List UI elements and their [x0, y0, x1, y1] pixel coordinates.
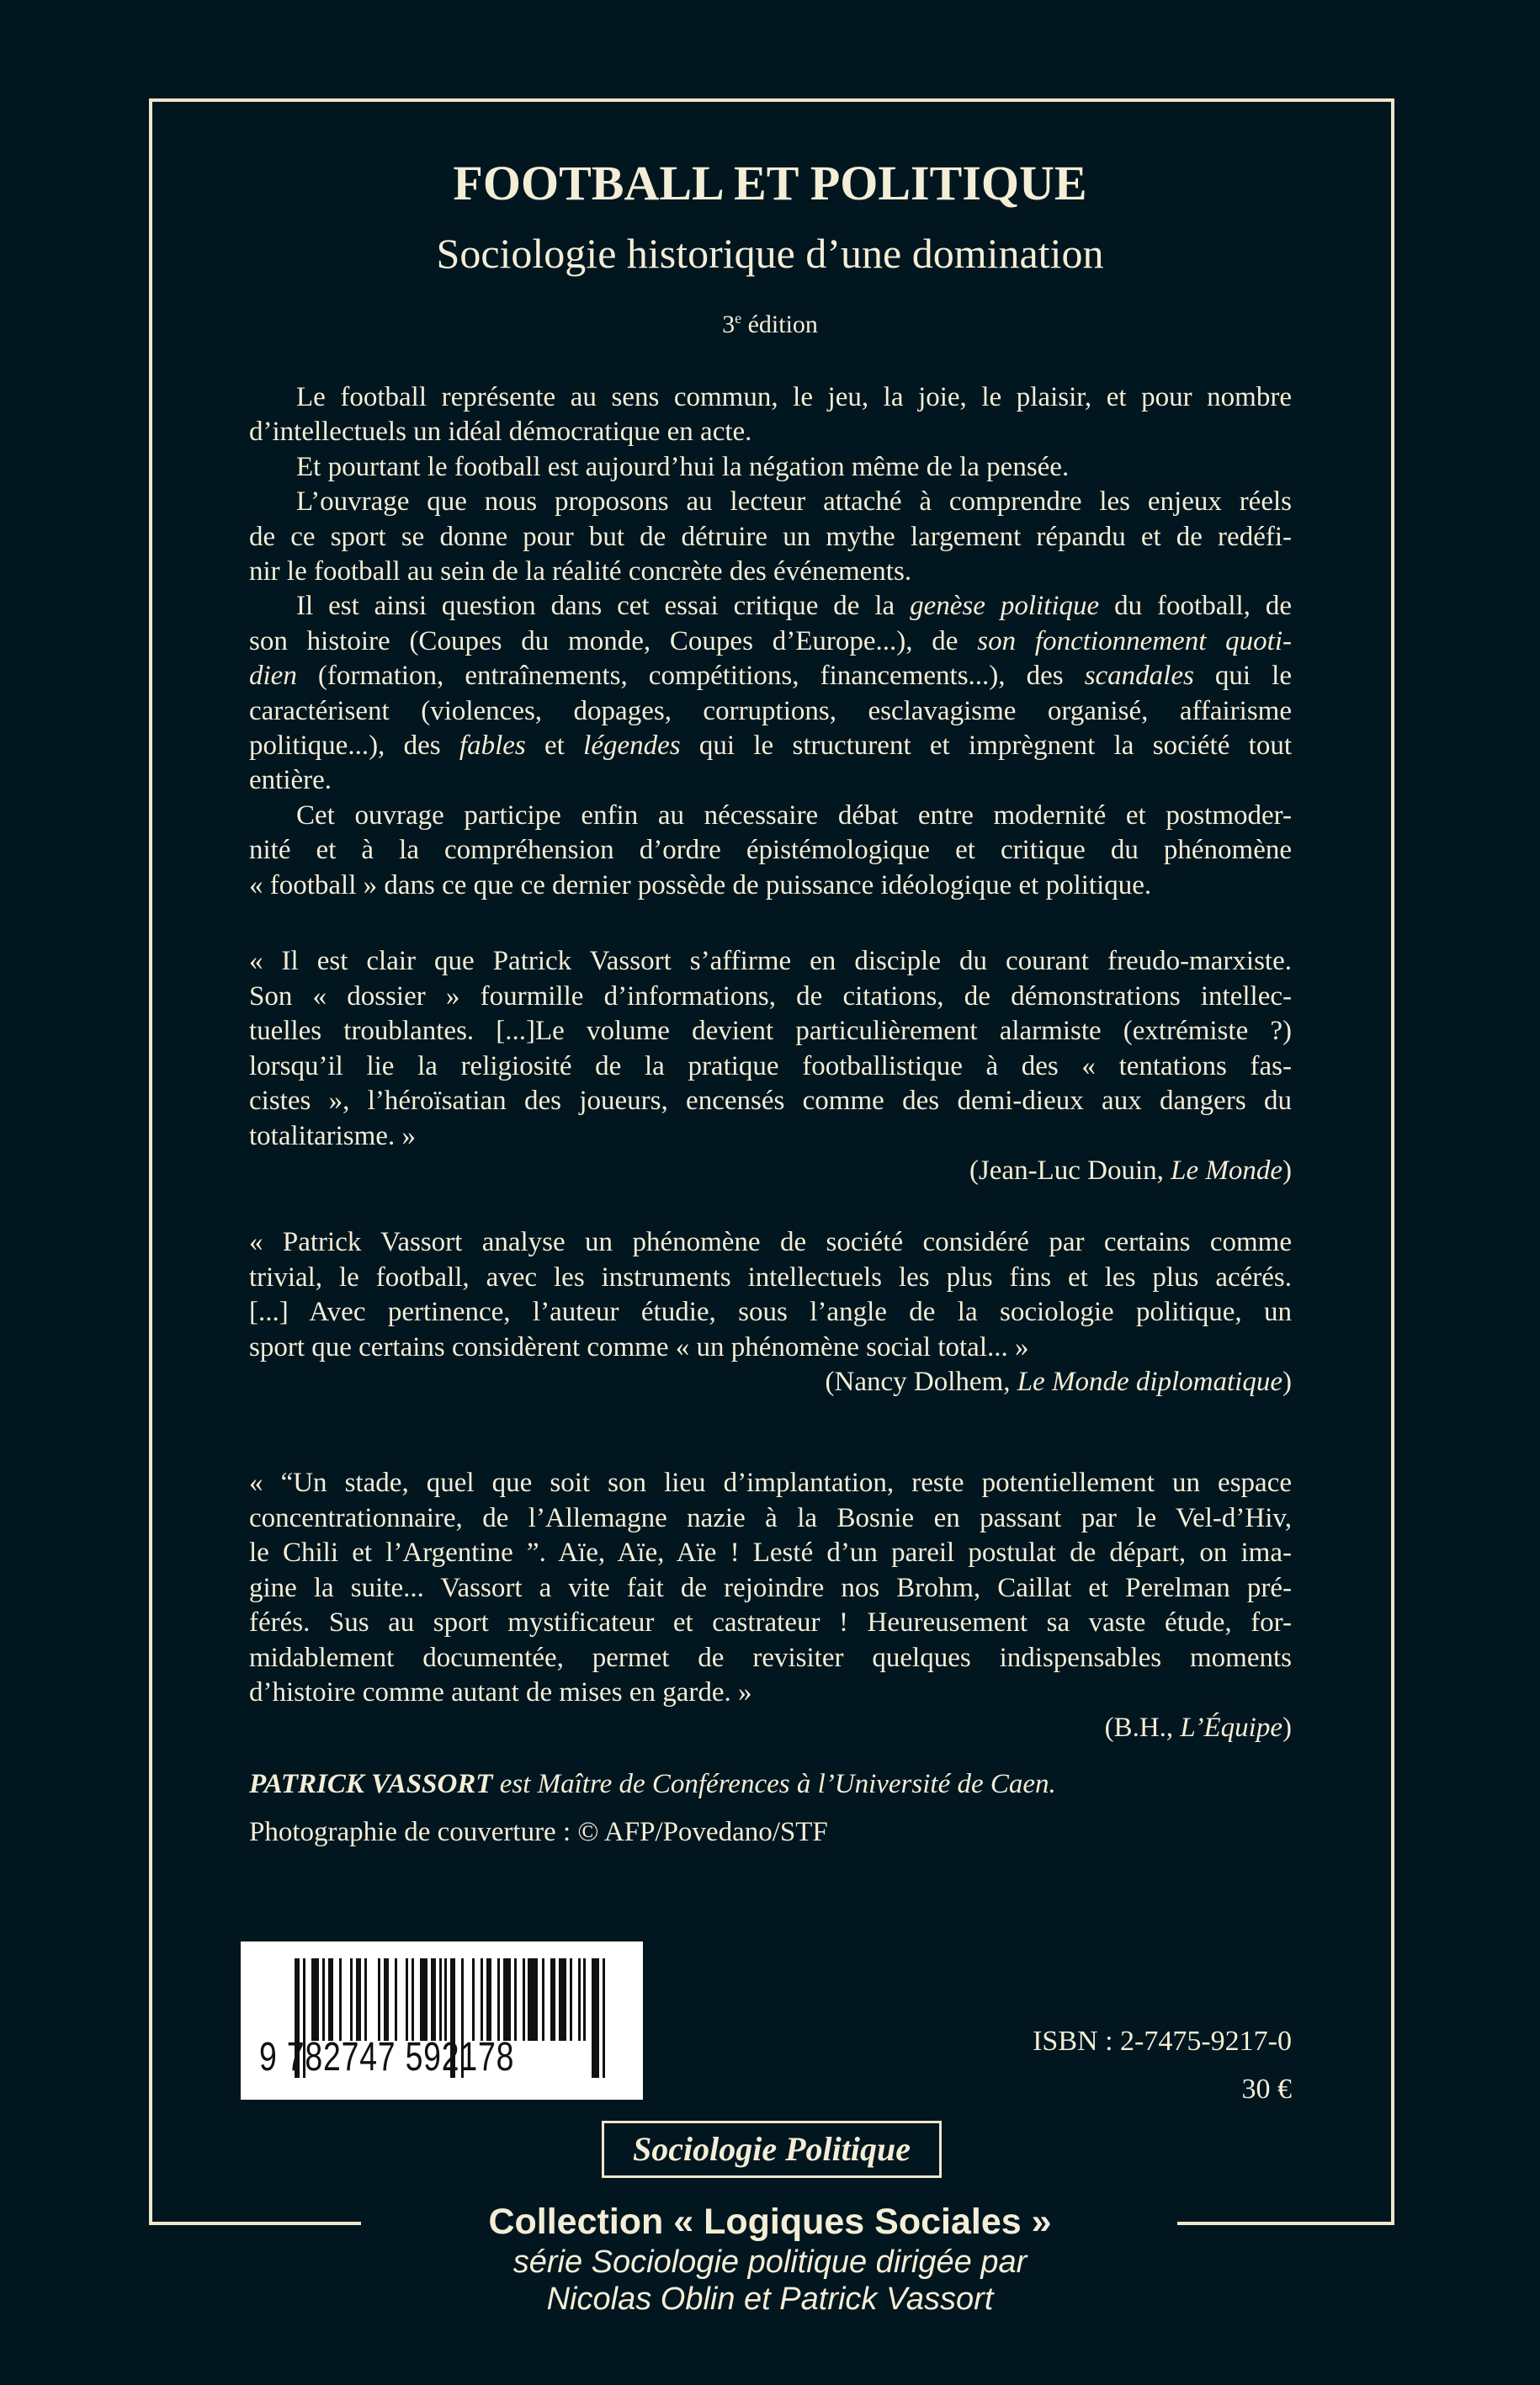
text-segment: son histoire (Coupes du monde, Coupes d’Europe...), de	[249, 625, 978, 656]
text-line	[249, 415, 1292, 449]
review-source-author: (Nancy Dolhem,	[825, 1367, 1017, 1397]
barcode-bar	[550, 1958, 555, 2041]
text-line	[249, 980, 1292, 1015]
text-segment: Le football représente au sens commun, le jeu, la joie, le plaisir, et pour nombre	[296, 382, 1292, 412]
review-source-close: )	[1282, 1712, 1292, 1743]
text-segment: nité et à la compréhension d’ordre épistémologique et critique du phénomène	[249, 835, 1292, 866]
text-line	[249, 1225, 1292, 1261]
barcode-bar	[486, 1958, 491, 2041]
barcode	[241, 1941, 643, 2100]
text-segment: lorsqu’il lie la religiosité de la pratique footballistique à des « tentations fas-	[249, 1050, 1292, 1081]
text-line	[249, 1084, 1292, 1119]
text-segment: trivial, le football, avec les instruments intellectuels les plus fins et les plus acérés.	[249, 1262, 1292, 1293]
text-line	[249, 1571, 1292, 1607]
review-quote-2	[249, 1225, 1292, 1400]
italic-text: fables	[459, 730, 526, 762]
text-segment: entière.	[249, 765, 332, 796]
isbn: ISBN : 2-7475-9217-0	[1033, 2026, 1292, 2057]
review-source-publication: Le Monde	[1171, 1155, 1282, 1186]
book-title: FOOTBALL ET POLITIQUE	[453, 156, 1087, 210]
review-source	[249, 1711, 1292, 1746]
text-line	[249, 1014, 1292, 1049]
text-line	[249, 799, 1292, 833]
text-line	[249, 1606, 1292, 1641]
barcode-bar	[592, 1958, 599, 2078]
text-line	[249, 1049, 1292, 1085]
text-segment: et	[525, 730, 584, 762]
edition-number: 3	[722, 311, 735, 338]
barcode-bar	[578, 1958, 581, 2041]
text-line	[249, 1119, 1292, 1155]
barcode-bar	[528, 1958, 538, 2041]
text-line	[249, 520, 1292, 555]
text-segment: de ce sport se donne pour but de détruire un mythe largement répandu et de redéfi-	[249, 521, 1292, 552]
price: 30 €	[1241, 2074, 1292, 2105]
barcode-bar	[570, 1958, 572, 2041]
author-bio	[249, 1769, 1056, 1800]
review-source-author: (Jean-Luc Douin,	[969, 1155, 1171, 1186]
text-segment: qui le structurent et imprègnent la société tout	[680, 730, 1292, 762]
text-line	[249, 555, 1292, 589]
barcode-bar	[444, 1958, 447, 2041]
barcode-digits: 9 782747 592178	[259, 2035, 515, 2080]
review-quote-3	[249, 1466, 1292, 1745]
blurb-text	[249, 380, 1292, 903]
review-source-publication: Le Monde diplomatique	[1017, 1367, 1282, 1397]
text-line	[249, 1261, 1292, 1296]
text-segment: gine la suite... Vassort a vite fait de rejoindre nos Brohm, Caillat et Perelman pré-	[249, 1572, 1292, 1603]
review-source	[249, 1365, 1292, 1400]
review-quote-1	[249, 944, 1292, 1189]
review-source-close: )	[1282, 1155, 1292, 1186]
barcode-bar	[364, 1958, 367, 2041]
barcode-bar	[497, 1958, 500, 2041]
text-segment: concentrationnaire, de l’Allemagne nazie à la Bosnie en passant par le Vel-d’Hiv,	[249, 1502, 1292, 1533]
text-line	[249, 589, 1292, 624]
photo-credit: Photographie de couverture : © AFP/Povedano/STF	[249, 1817, 828, 1847]
text-line	[249, 944, 1292, 980]
barcode-bar	[339, 1958, 342, 2041]
italic-text: légendes	[583, 730, 681, 762]
barcode-bar	[472, 1958, 475, 2041]
barcode-bar	[395, 1958, 397, 2041]
text-segment: Et pourtant le football est aujourd’hui la négation même de la pensée.	[296, 451, 1070, 482]
text-segment: cistes », l’héroïsatian des joueurs, encensés comme des demi-dieux aux dangers du	[249, 1086, 1292, 1116]
collection-directors: Nicolas Oblin et Patrick Vassort	[546, 2281, 994, 2317]
edition	[0, 310, 1540, 339]
text-line	[249, 694, 1292, 729]
text-line	[249, 659, 1292, 693]
barcode-bar	[322, 1958, 325, 2041]
text-line	[249, 1536, 1292, 1571]
review-source-publication: L’Équipe	[1180, 1712, 1282, 1743]
text-line	[249, 624, 1292, 659]
text-line	[249, 868, 1292, 903]
text-segment: L’ouvrage que nous proposons au lecteur attaché à comprendre les enjeux réels	[296, 486, 1292, 518]
barcode-bar	[481, 1958, 483, 2041]
text-line	[249, 1641, 1292, 1676]
barcode-bar	[412, 1958, 414, 2041]
italic-text: son fonctionnement quoti-	[977, 625, 1292, 656]
author-bio-text: est Maître de Conférences à l’Université de Caen.	[492, 1769, 1056, 1799]
text-segment: Il est ainsi question dans cet essai critique de la	[296, 591, 911, 622]
edition-label: édition	[741, 311, 818, 338]
text-segment: d’histoire comme autant de mises en garde. »	[249, 1677, 752, 1708]
text-line	[249, 763, 1292, 798]
text-segment: totalitarisme. »	[249, 1120, 416, 1151]
text-line	[249, 380, 1292, 415]
barcode-bar	[350, 1958, 353, 2041]
text-line	[249, 1466, 1292, 1501]
text-line	[249, 450, 1292, 485]
barcode-bar	[378, 1958, 380, 2041]
text-segment: Cet ouvrage participe enfin au nécessaire débat entre modernité et postmoder-	[296, 799, 1292, 831]
barcode-bar	[328, 1958, 333, 2041]
text-line	[249, 833, 1292, 868]
text-segment: Son « dossier » fourmille d’informations, de citations, de démonstrations intellec-	[249, 980, 1292, 1012]
barcode-bar	[439, 1958, 442, 2041]
edition-sup: e	[735, 310, 742, 327]
collection-name: Collection « Logiques Sociales »	[488, 2202, 1052, 2242]
text-segment: le Chili et l’Argentine ”. Aïe, Aïe, Aïe ! Lesté d’un pareil postulat de départ, on ima-	[249, 1538, 1292, 1568]
collection-series: série Sociologie politique dirigée par	[512, 2244, 1028, 2280]
text-segment: d’intellectuels un idéal démocratique en acte.	[249, 417, 752, 448]
text-segment: « football » dans ce que ce dernier possède de puissance idéologique et politique.	[249, 869, 1152, 900]
text-segment: « Patrick Vassort analyse un phénomène de société considéré par certains comme	[249, 1227, 1292, 1257]
text-segment: « “Un stade, quel que soit son lieu d’implantation, reste potentiellement un espace	[249, 1468, 1292, 1498]
text-line	[249, 1676, 1292, 1711]
text-segment: midablement documentée, permet de revisiter quelques indispensables moments	[249, 1642, 1292, 1673]
text-segment: « Il est clair que Patrick Vassort s’affirme en disciple du courant freudo-marxiste.	[249, 946, 1292, 976]
series-badge: Sociologie Politique	[602, 2121, 942, 2178]
text-segment: politique...), des	[249, 730, 459, 762]
text-segment: tuelles troublantes. [...]Le volume devient particulièrement alarmiste (extrémiste ?)	[249, 1016, 1292, 1046]
text-line	[249, 729, 1292, 763]
barcode-bar	[503, 1958, 511, 2041]
barcode-bar	[431, 1958, 436, 2041]
review-source-close: )	[1282, 1367, 1292, 1397]
text-segment: sport que certains considèrent comme « un phénomène social total... »	[249, 1331, 1029, 1362]
text-line	[249, 1295, 1292, 1331]
italic-text: dien	[249, 661, 297, 692]
text-segment: du football, de	[1099, 591, 1292, 622]
barcode-bar	[542, 1958, 544, 2041]
review-source	[249, 1154, 1292, 1189]
barcode-bar	[420, 1958, 427, 2041]
text-segment: qui le	[1193, 661, 1292, 692]
text-segment: nir le football au sein de la réalité concrète des événements.	[249, 556, 912, 587]
barcode-bar	[384, 1958, 389, 2041]
text-segment: [...] Avec pertinence, l’auteur étudie, sous l’angle de la sociologie politique, un	[249, 1297, 1292, 1327]
barcode-bar	[603, 1958, 605, 2078]
italic-text: scandales	[1084, 661, 1194, 692]
text-segment: (formation, entraînements, compétitions, financements...), des	[296, 661, 1085, 692]
italic-text: genèse politique	[910, 591, 1100, 622]
text-segment: férés. Sus au sport mystificateur et castrateur ! Heureusement sa vaste étude, for-	[249, 1607, 1292, 1638]
barcode-bar	[523, 1958, 525, 2041]
barcode-bar	[311, 1958, 319, 2041]
text-line	[249, 485, 1292, 519]
barcode-bar	[514, 1958, 517, 2041]
author-name: PATRICK VASSORT	[249, 1769, 493, 1799]
barcode-bar	[356, 1958, 361, 2041]
text-segment: caractérisent (violences, dopages, corruptions, esclavagisme organisé, affairisme	[249, 695, 1292, 726]
text-line	[249, 1501, 1292, 1537]
barcode-bar	[583, 1958, 586, 2041]
barcode-bar	[559, 1958, 566, 2041]
book-subtitle: Sociologie historique d’une domination	[436, 230, 1104, 277]
text-line	[249, 1331, 1292, 1366]
barcode-bar	[406, 1958, 408, 2041]
review-source-author: (B.H.,	[1104, 1712, 1181, 1743]
